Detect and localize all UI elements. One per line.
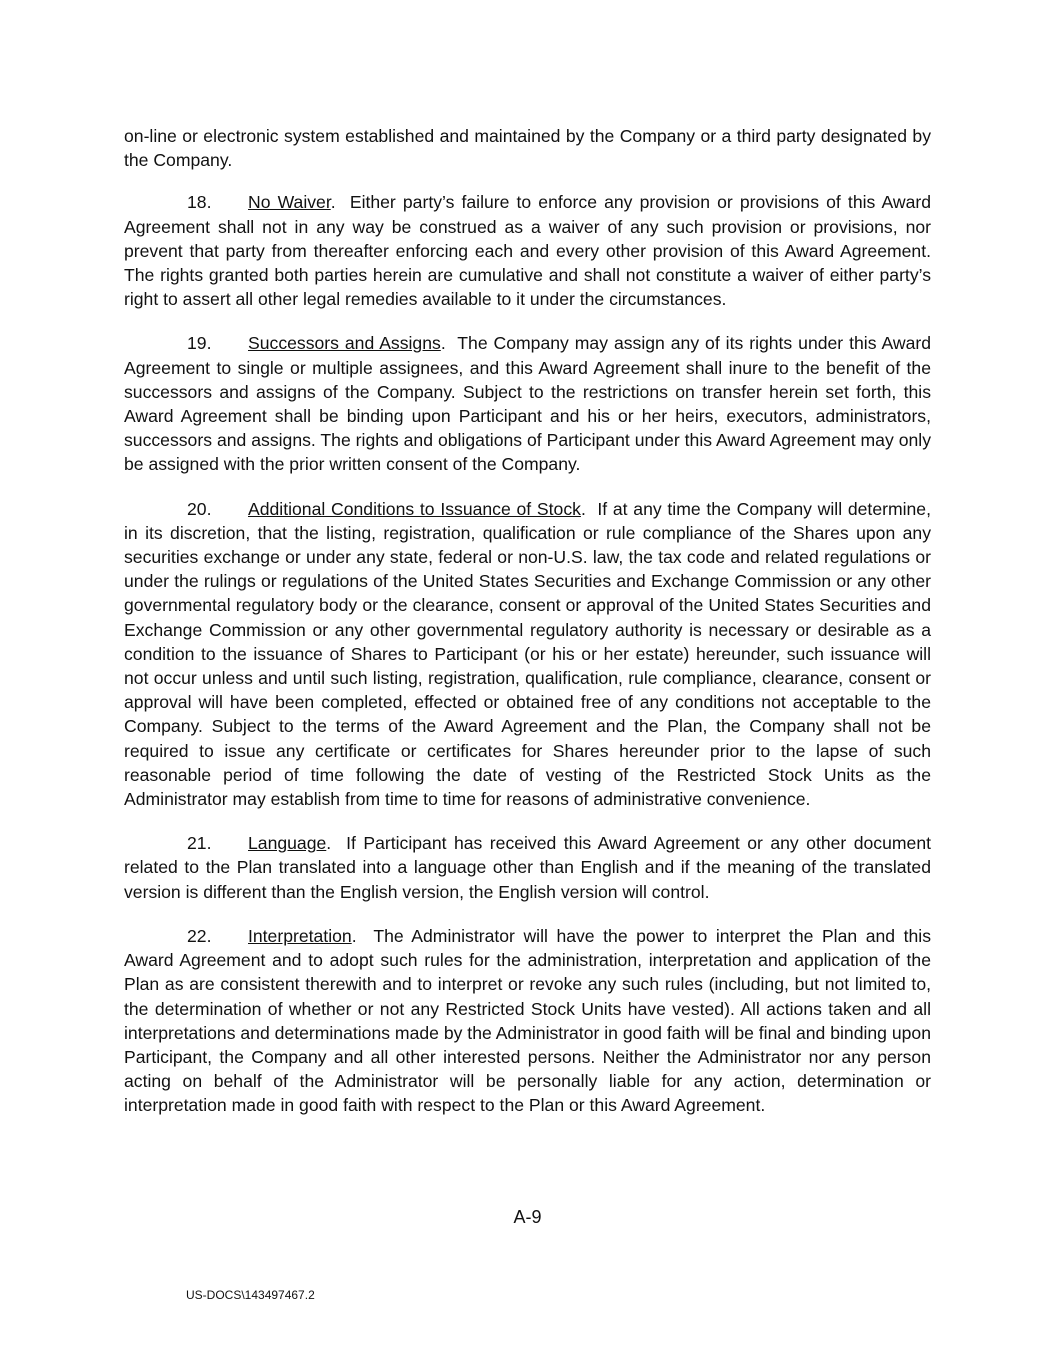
heading-period: .: [351, 925, 357, 946]
section-21-language: [124, 831, 931, 904]
section-heading: Successors and Assigns: [248, 333, 441, 354]
document-body: [124, 124, 931, 1138]
heading-period: .: [326, 833, 332, 854]
section-body: The Company may assign any of its rights under this Award Agreement to single or multiple assignees, and this Award Agreement shall inure to the benefit of the successors and assigns of the Company. Subject to the restrictions on transfer herein set forth, this Award Agreement shall be binding upon Participant and his or her heirs, executors, administrators, successors and assigns. The rights and obligations of Participant under this Award Agreement may only be assigned with the prior written consent of the Company.: [124, 333, 932, 475]
section-number: 22.: [187, 925, 212, 946]
document-id: US-DOCS\143497467.2: [186, 1288, 315, 1302]
heading-period: .: [580, 498, 586, 519]
section-number: 21.: [187, 833, 212, 854]
section-22-interpretation: [124, 924, 931, 1118]
section-heading: Language: [248, 833, 327, 854]
section-body: If at any time the Company will determine, in its discretion, that the listing, registration, qualification or rule compliance of the Shares upon any securities exchange or under any state, federal or non-U.S. law, the tax code and related regulations or under the rulings or regulations of the United States Securities and Exchange Commission or any other governmental regulatory body or the clearance, consent or approval of the United States Securities and Exchange Commission or any other governmental regulatory authority is necessary or desirable as a condition to the issuance of Shares to Participant (or his or her estate) hereunder, such issuance will not occur unless and until such listing, registration, qualification, rule compliance, clearance, consent or approval will have been completed, effected or obtained free of any conditions not acceptable to the Company. Subject to the terms of the Award Agreement and the Plan, the Company shall not be required to issue any certificate or certificates for Shares hereunder prior to the lapse of such reasonable period of time following the date of vesting of the Restricted Stock Units as the Administrator may establish from time to time for reasons of administrative convenience.: [124, 498, 931, 810]
section-number: 19.: [187, 333, 212, 354]
section-number: 18.: [187, 192, 212, 213]
section-18-no-waiver: [124, 190, 931, 311]
continuation-paragraph: on-line or electronic system established and maintained by the Company or a third party designated by the Company.: [124, 126, 931, 171]
heading-period: .: [330, 192, 336, 213]
section-body: The Administrator will have the power to interpret the Plan and this Award Agreement and to adopt such rules for the administration, interpretation and application of the Plan as are consistent therewith and to interpret or revoke any such rules (including, but not limited to, the determination of whether or not any Restricted Stock Units have vested). All actions taken and all interpretations and determinations made by the Administrator in good faith will be final and binding upon Participant, the Company and all other interested persons. Neither the Administrator nor any person acting on behalf of the Administrator will be personally liable for any action, determination or interpretation made in good faith with respect to the Plan or this Award Agreement.: [124, 925, 931, 1116]
section-20-additional-conditions: [124, 497, 931, 812]
section-body: If Participant has received this Award Agreement or any other document related to the Plan translated into a language other than English and if the meaning of the translated version is different than the English version, the English version will control.: [124, 833, 932, 902]
page-number: A-9: [513, 1207, 542, 1227]
section-number: 20.: [187, 498, 212, 519]
section-body: Either party’s failure to enforce any provision or provisions of this Award Agreement shall not in any way be construed as a waiver of any such provision or provisions, nor prevent that party from thereafter enforcing each and every other provision of this Award Agreement. The rights granted both parties herein are cumulative and shall not constitute a waiver of either party’s right to assert all other legal remedies available to it under the circumstances.: [124, 192, 931, 310]
section-heading: Interpretation: [248, 925, 352, 946]
section-heading: Additional Conditions to Issuance of Stock: [248, 498, 581, 519]
section-heading: No Waiver: [248, 192, 331, 213]
section-19-successors-and-assigns: [124, 331, 931, 476]
heading-period: .: [440, 333, 446, 354]
